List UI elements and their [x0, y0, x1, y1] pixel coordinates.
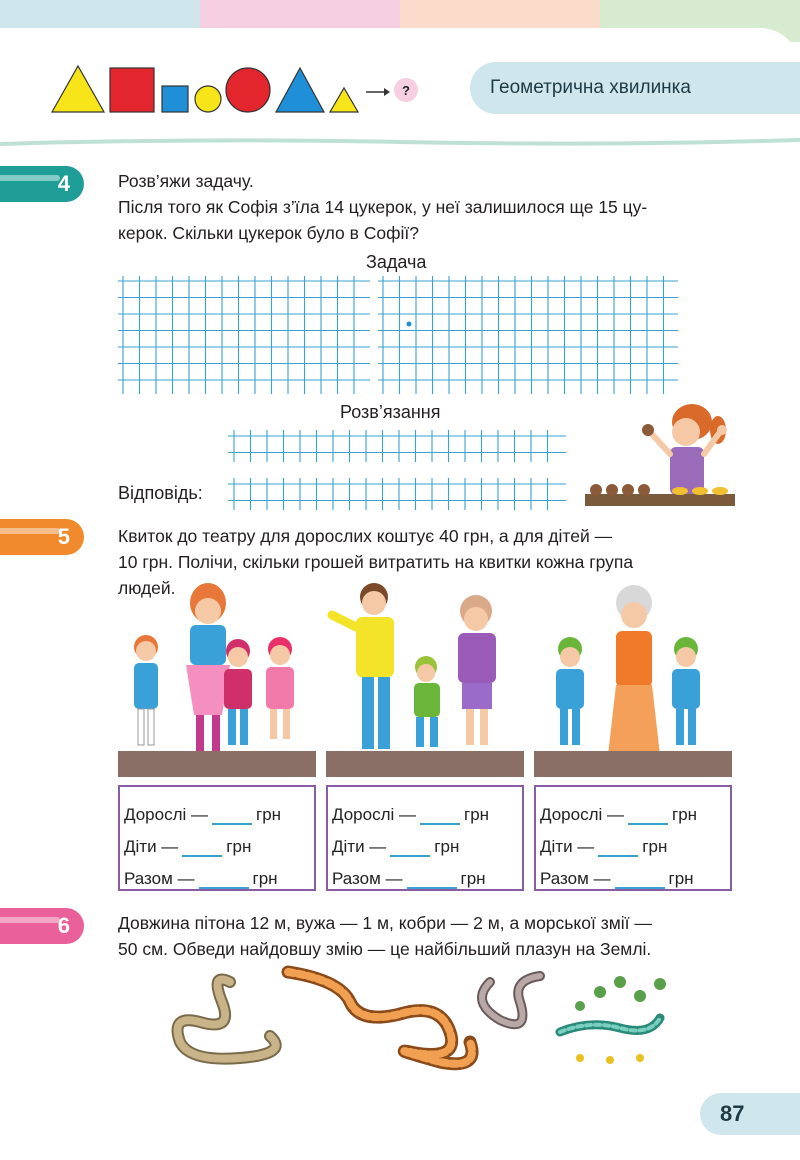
- task-5-tab: [0, 519, 84, 555]
- yellow-triangle-shape: [52, 66, 104, 112]
- question-mark: ?: [402, 83, 410, 98]
- unit-label: грн: [226, 837, 252, 856]
- problem-grid-left[interactable]: [118, 276, 370, 394]
- task-5-line-1: Квиток до театру для дорослих коштує 40 грн, а для дітей —: [118, 526, 613, 546]
- total-input[interactable]: [407, 875, 457, 889]
- section-title: Геометрична хвилинка: [490, 77, 691, 98]
- unit-label: грн: [434, 837, 460, 856]
- total-label: Разом —: [332, 869, 403, 888]
- sea-snake[interactable]: [560, 976, 666, 1064]
- unit-label: грн: [672, 805, 698, 824]
- unit-label: грн: [642, 837, 668, 856]
- children-label: Діти —: [540, 837, 595, 856]
- task-4-tab: [0, 166, 84, 202]
- yellow-small-circle-shape: [195, 86, 221, 112]
- task-6-tab: [0, 908, 84, 944]
- task-4-number: 4: [57, 171, 70, 196]
- children-input[interactable]: [182, 843, 222, 857]
- python-snake[interactable]: [288, 972, 472, 1064]
- total-input[interactable]: [615, 875, 665, 889]
- children-input[interactable]: [598, 843, 638, 857]
- solution-label: Розв’язання: [340, 402, 441, 422]
- family-scene-2: [326, 575, 524, 777]
- task-6-line-2: 50 см. Обведи найдовшу змію — це найбільший плазун на Землі.: [118, 939, 652, 959]
- children-input[interactable]: [390, 843, 430, 857]
- price-box-2: [326, 785, 524, 891]
- adults-label: Дорослі —: [124, 805, 208, 824]
- task-4-problem-line-2: керок. Скільки цукерок було в Софії?: [118, 223, 419, 243]
- total-label: Разом —: [540, 869, 611, 888]
- answer-line[interactable]: [228, 478, 566, 510]
- blue-triangle-shape: [276, 68, 324, 112]
- task-4-instruction: Розв’яжи задачу.: [118, 171, 254, 191]
- unit-label: грн: [464, 805, 490, 824]
- price-box-1: [118, 785, 316, 891]
- task-5-line-3: людей.: [118, 578, 176, 598]
- shape-sequence: [50, 60, 430, 120]
- teacher-illustration: [580, 402, 740, 508]
- unit-label: грн: [256, 805, 282, 824]
- arrow-head: [384, 88, 390, 96]
- page-number: 87: [720, 1101, 745, 1126]
- grass-snake[interactable]: [482, 976, 540, 1024]
- family-scene-1: [118, 575, 316, 777]
- snakes-illustration: [160, 962, 700, 1074]
- adults-input[interactable]: [628, 811, 668, 825]
- cobra-snake[interactable]: [178, 980, 276, 1059]
- family-scene-3: [534, 575, 732, 777]
- section-title-pill: [470, 62, 800, 114]
- unit-label: грн: [252, 869, 278, 888]
- children-label: Діти —: [332, 837, 387, 856]
- red-square-shape: [110, 68, 154, 112]
- adults-input[interactable]: [420, 811, 460, 825]
- answer-label: Відповідь:: [118, 483, 203, 503]
- adults-label: Дорослі —: [332, 805, 416, 824]
- yellow-small-triangle-shape: [330, 88, 358, 112]
- task-4-problem-line-1: Після того як Софія з’їла 14 цукерок, у неї залишилося ще 15 цу-: [118, 197, 648, 217]
- task-6-number: 6: [57, 913, 70, 938]
- task-5-line-2: 10 грн. Полічи, скільки грошей витратить на квитки кожна група: [118, 552, 634, 572]
- price-box-3: [534, 785, 732, 891]
- unit-label: грн: [460, 869, 486, 888]
- page-number-pill: [700, 1093, 800, 1135]
- total-input[interactable]: [199, 875, 249, 889]
- header-divider: [0, 138, 800, 150]
- unit-label: грн: [668, 869, 694, 888]
- task-5-number: 5: [57, 524, 70, 549]
- blue-small-square-shape: [162, 86, 188, 112]
- children-label: Діти —: [124, 837, 179, 856]
- problem-grid-right[interactable]: [378, 276, 678, 394]
- adults-input[interactable]: [212, 811, 252, 825]
- red-circle-shape: [226, 68, 270, 112]
- grid-label-problem: Задача: [366, 252, 427, 272]
- adults-label: Дорослі —: [540, 805, 624, 824]
- solution-line[interactable]: [228, 430, 566, 462]
- task-6-line-1: Довжина пітона 12 м, вужа — 1 м, кобри — 2 м, а морської змії —: [118, 913, 652, 933]
- total-label: Разом —: [124, 869, 195, 888]
- grid-dot: [407, 322, 412, 327]
